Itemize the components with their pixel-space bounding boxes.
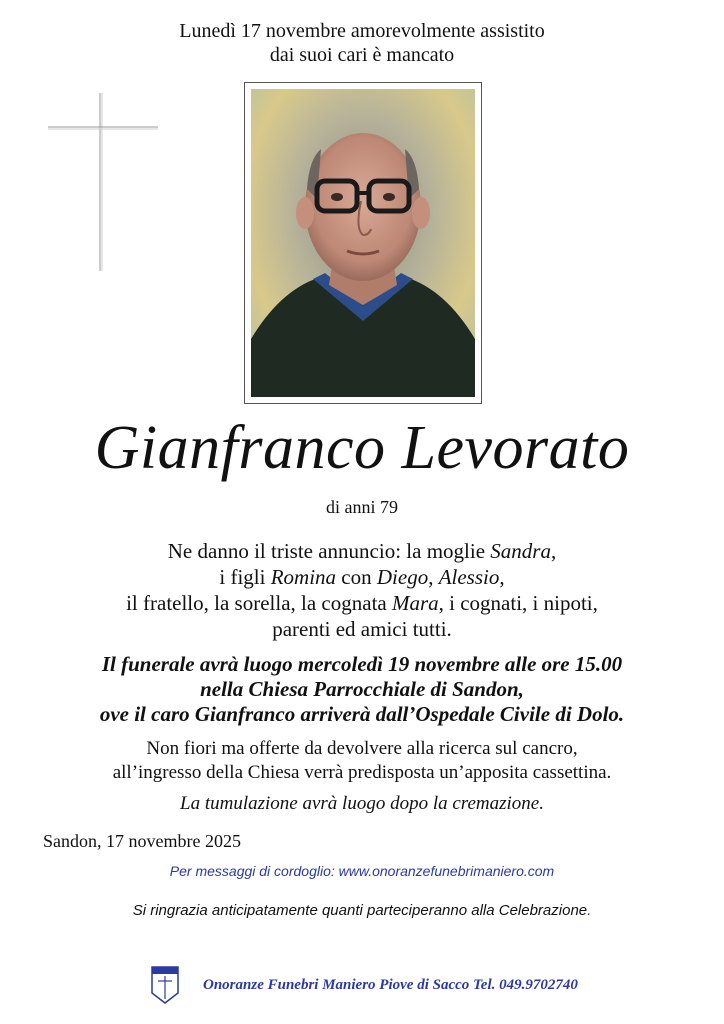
- announcement-text: il fratello, la sorella, la cognata: [126, 591, 392, 615]
- announcement-text: ,: [499, 565, 505, 589]
- announcement-text: ,: [428, 565, 439, 589]
- thanks-note: [0, 901, 724, 921]
- funeral-details: [0, 652, 724, 727]
- announcement-text: ,: [550, 539, 557, 563]
- deceased-age: di anni 79: [326, 497, 398, 517]
- announcement-line-4: parenti ed amici tutti.: [272, 617, 452, 641]
- announcement-line-3: [0, 590, 724, 616]
- announcement: [0, 538, 724, 642]
- intro-text: [0, 19, 724, 67]
- thanks-text: Si ringrazia anticipatamente quanti parteciperanno alla Celebrazione: [132, 902, 588, 919]
- funeral-home-contact: Onoranze Funebri Maniero Piove di Sacco Tel. 049.9702740: [203, 977, 578, 993]
- family-name: Romina: [270, 565, 337, 589]
- family-name: Mara: [391, 591, 439, 615]
- deceased-name: Gianfranco Levorato: [94, 414, 630, 482]
- condolence-messages-link[interactable]: Per messaggi di cordoglio: www.onoranzefunebrimaniero.com: [169, 863, 555, 879]
- cross-icon: [48, 93, 158, 273]
- family-name: Alessio: [438, 565, 500, 589]
- announcement-line-1: [0, 538, 724, 564]
- funeral-line-1: Il funerale avrà luogo mercoledì 19 novembre alle ore 15.00: [101, 652, 623, 676]
- burial-note: La tumulazione avrà luogo dopo la cremazione.: [180, 793, 544, 814]
- announcement-text: con: [336, 565, 377, 589]
- announcement-text: Ne danno il triste annuncio: la moglie: [167, 539, 491, 563]
- announcement-text: , i cognati, i nipoti,: [438, 591, 598, 615]
- portrait-photo: [251, 89, 475, 397]
- announcement-text: i figli: [219, 565, 271, 589]
- thanks-dot: .: [587, 902, 592, 919]
- intro-line-1: Lunedì 17 novembre amorevolmente assistito: [179, 20, 545, 42]
- announcement-line-2: [0, 564, 724, 590]
- flowers-line-2: all’ingresso della Chiesa verrà predisposta un’apposita cassettina.: [112, 762, 612, 783]
- portrait-frame: [244, 82, 482, 404]
- funeral-home-logo: [150, 965, 180, 1005]
- family-name: Sandra: [490, 539, 551, 563]
- family-name: Diego: [376, 565, 429, 589]
- portrait-image: [251, 89, 475, 397]
- flowers-note: [0, 737, 724, 785]
- place-date: Sandon, 17 novembre 2025: [43, 831, 241, 851]
- intro-line-2: dai suoi cari è mancato: [269, 44, 455, 66]
- flowers-line-1: Non fiori ma offerte da devolvere alla ricerca sul cancro,: [146, 738, 578, 759]
- funeral-line-3: ove il caro Gianfranco arriverà dall’Ospedale Civile di Dolo.: [99, 702, 625, 726]
- funeral-line-2: nella Chiesa Parrocchiale di Sandon,: [200, 677, 524, 701]
